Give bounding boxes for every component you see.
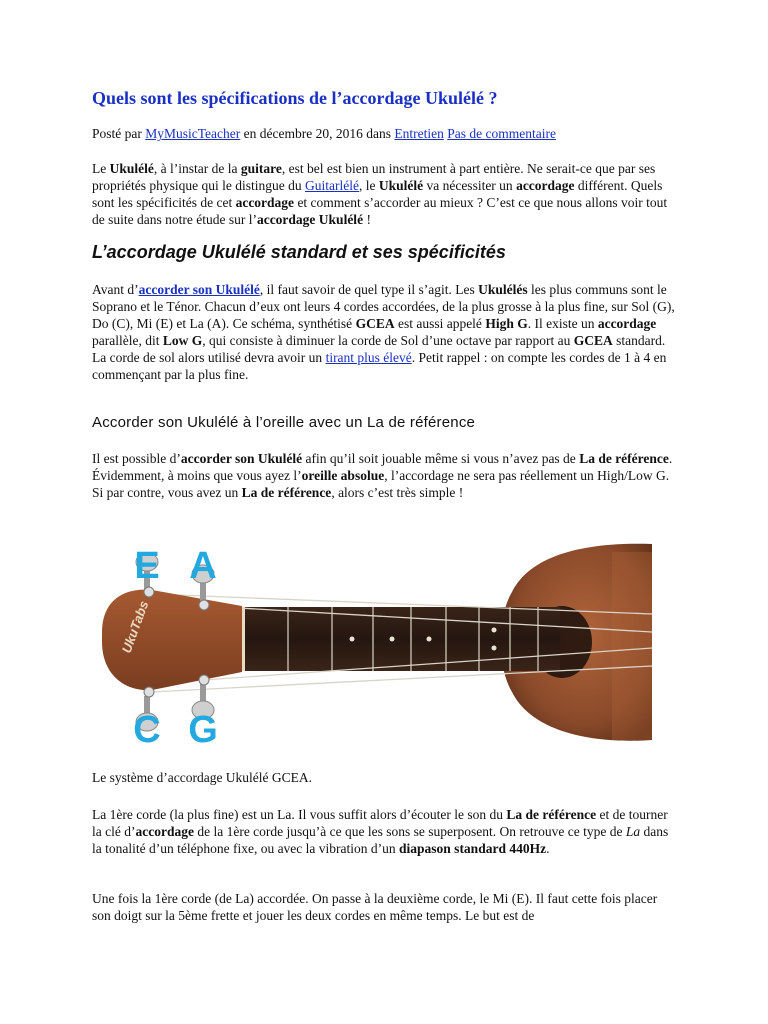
text: va nécessiter un bbox=[423, 178, 517, 193]
text: Le bbox=[92, 161, 110, 176]
fretboard bbox=[240, 607, 560, 671]
text: . Il existe un bbox=[527, 316, 598, 331]
bold-text: accordage Ukulélé bbox=[256, 212, 364, 227]
bold-text: GCEA bbox=[573, 333, 613, 348]
section-heading-standard: L’accordage Ukulélé standard et ses spécificités bbox=[92, 242, 506, 262]
text: , est bel est bien un instrument à part entière. Ne serait-ce que par ses propriétés physique qui le distingue du bbox=[92, 161, 656, 193]
text: dans la tonalité d’un téléphone fixe, ou avec la vibration d’un bbox=[92, 824, 669, 856]
figure-caption: Le système d’accordage Ukulélé GCEA. bbox=[92, 770, 313, 785]
comments-link[interactable]: Pas de commentaire bbox=[447, 126, 556, 141]
text: différent. Quels sont les spécificités de cet bbox=[92, 178, 663, 210]
section2-paragraph bbox=[92, 450, 676, 501]
headstock bbox=[102, 590, 242, 691]
bold-text: Low G bbox=[162, 333, 203, 348]
bold-text: La de référence bbox=[241, 485, 332, 500]
text: Avant d’ bbox=[92, 282, 139, 297]
text: Il est possible d’ bbox=[92, 451, 181, 466]
bold-text: La de référence bbox=[506, 807, 597, 822]
bold-text: accordage bbox=[597, 316, 657, 331]
text: standard. La corde de sol alors utilisé devra avoir un bbox=[92, 333, 666, 365]
bold-text: guitare bbox=[240, 161, 282, 176]
text: , qui consiste à diminuer la corde de Sol d’une octave par rapport au bbox=[202, 333, 574, 348]
text: est aussi appelé bbox=[394, 316, 486, 331]
note-letter-e: E bbox=[134, 545, 160, 587]
bold-text: accordage bbox=[135, 824, 194, 839]
text: et comment s’accorder au mieux ? C’est ce que nous allons voir tout de suite dans notre étude sur l’ bbox=[92, 195, 668, 227]
note-letter-a: A bbox=[189, 545, 217, 587]
ukulele-illustration bbox=[92, 532, 652, 752]
accorder-link[interactable]: accorder son Ukulélé bbox=[138, 282, 260, 297]
text: parallèle, dit bbox=[92, 333, 163, 348]
bold-text: Ukulélés bbox=[478, 282, 528, 297]
author-link[interactable]: MyMusicTeacher bbox=[145, 126, 241, 141]
bold-text: accorder son Ukulélé bbox=[180, 451, 303, 466]
text: et de tourner la clé d’ bbox=[92, 807, 668, 839]
bold-text: Ukulélé bbox=[109, 161, 154, 176]
logo-text: UkuTabs bbox=[118, 598, 152, 656]
text: . bbox=[546, 841, 550, 856]
text: , le bbox=[358, 178, 379, 193]
italic-text: La bbox=[625, 824, 641, 839]
bold-text: accordage bbox=[516, 178, 575, 193]
guitarlele-link[interactable]: Guitarlélé bbox=[304, 178, 359, 193]
bold-text: High G bbox=[485, 316, 528, 331]
text: afin qu’il soit jouable même si vous n’avez pas de bbox=[302, 451, 580, 466]
text: , l’accordage ne sera pas réellement un High/Low G. Si par contre, vous avez un bbox=[92, 468, 670, 500]
text: de la 1ère corde jusqu’à ce que les sons se superposent. On retrouve ce type de bbox=[193, 824, 626, 839]
intro-paragraph bbox=[92, 160, 676, 228]
ukulele-tuning-figure bbox=[92, 532, 652, 752]
section1-paragraph bbox=[92, 281, 676, 383]
note-letter-g: G bbox=[188, 709, 218, 751]
meta-date: en décembre 20, 2016 dans bbox=[240, 126, 395, 141]
text: , alors c’est très simple ! bbox=[331, 485, 464, 500]
note-letter-c: C bbox=[133, 709, 161, 751]
bold-text: Ukulélé bbox=[378, 178, 424, 193]
page-title: Quels sont les spécifications de l’accordage Ukulélé ? bbox=[92, 88, 498, 108]
meta-prefix: Posté par bbox=[92, 126, 146, 141]
text: La 1ère corde (la plus fine) est un La. Il vous suffit alors d’écouter le son du bbox=[92, 807, 507, 822]
section-heading-oreille: Accorder son Ukulélé à l’oreille avec un La de référence bbox=[92, 414, 476, 431]
bold-text: accordage bbox=[235, 195, 295, 210]
para-la-reference bbox=[92, 806, 676, 857]
text: , il faut savoir de quel type il s’agit. Les bbox=[259, 282, 479, 297]
bold-text: diapason standard 440Hz bbox=[399, 841, 547, 856]
text: Une fois la 1ère corde (de La) accordée. On passe à la deuxième corde, le Mi (E). Il faut cette fois placer son doigt sur la 5ème frette et jouer les deux cordes en même temps. Le but est de bbox=[92, 891, 658, 923]
category-link[interactable]: Entretien bbox=[394, 126, 444, 141]
text: . Évidemment, à moins que vous ayez l’ bbox=[92, 451, 673, 483]
bold-text: GCEA bbox=[355, 316, 395, 331]
post-meta bbox=[92, 126, 556, 142]
bold-text: La de référence bbox=[579, 451, 669, 466]
bold-text: oreille absolue bbox=[301, 468, 385, 483]
para-deuxieme-corde bbox=[92, 890, 676, 924]
tirant-link[interactable]: tirant plus élevé bbox=[325, 350, 412, 365]
text: ! bbox=[363, 212, 371, 227]
text: . Petit rappel : on compte les cordes de 1 à 4 en commençant par la plus fine. bbox=[92, 350, 667, 382]
text: , à l’instar de la bbox=[153, 161, 241, 176]
text: les plus communs sont le Soprano et le Ténor. Chacun d’eux ont leurs 4 cordes accordées, de la plus grosse à la plus fine, sur Sol (G), Do (C), Mi (E) et La (A). Ce schéma, synthétisé bbox=[92, 282, 675, 331]
